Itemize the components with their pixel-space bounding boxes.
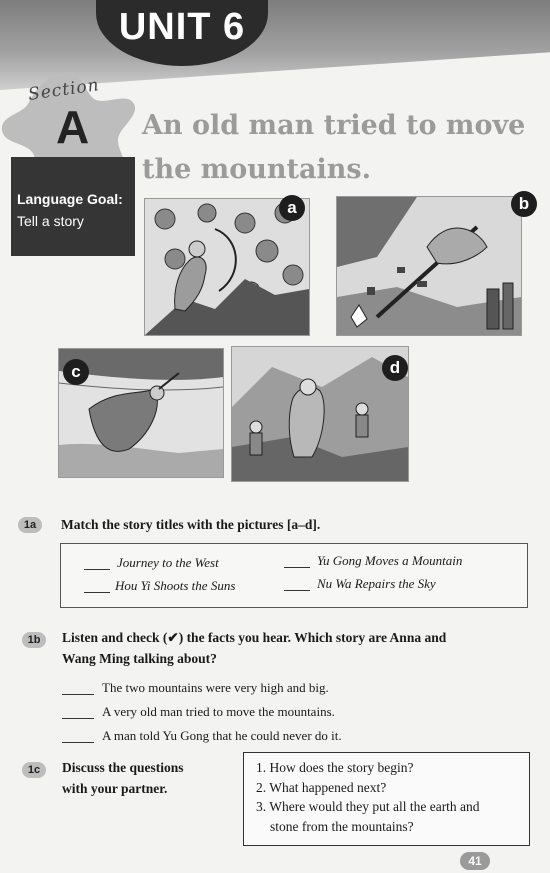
- picture-c: [58, 348, 224, 478]
- question-item: 1. How does the story begin?: [256, 760, 414, 775]
- answer-blank[interactable]: [284, 590, 310, 591]
- language-goal-box: [11, 157, 135, 256]
- instruction-line: Listen and check (✔) the facts you hear. Which story are Anna and: [62, 630, 447, 645]
- exercise-1a-instruction: Match the story titles with the pictures [a–d].: [61, 517, 321, 532]
- goal-text: Tell a story: [17, 213, 84, 229]
- goal-label: Language Goal:: [17, 191, 123, 207]
- fact-item: The two mountains were very high and big.: [102, 680, 329, 695]
- picture-d: [231, 346, 409, 482]
- picture-a: [144, 198, 310, 336]
- section-word: Section: [26, 75, 101, 105]
- check-blank[interactable]: [62, 718, 94, 719]
- answer-blank[interactable]: [84, 592, 110, 593]
- fact-item: A very old man tried to move the mountains.: [102, 704, 335, 719]
- instruction-line: Wang Ming talking about?: [62, 651, 217, 666]
- picture-label: d: [382, 355, 408, 381]
- exercise-badge: 1a: [18, 517, 42, 533]
- page-title: An old man tried to move the mountains.: [142, 110, 526, 185]
- instruction-line: with your partner.: [62, 781, 168, 796]
- picture-label: b: [511, 191, 537, 217]
- fact-item: A man told Yu Gong that he could never do it.: [102, 728, 342, 743]
- picture-label: c: [63, 359, 89, 385]
- unit-title: UNIT 6: [118, 6, 246, 48]
- story-title: Journey to the West: [117, 555, 219, 570]
- check-blank[interactable]: [62, 694, 94, 695]
- answer-blank[interactable]: [84, 569, 110, 570]
- section-letter: A: [56, 101, 90, 153]
- answer-blank[interactable]: [284, 567, 310, 568]
- story-title: Hou Yi Shoots the Suns: [115, 578, 236, 593]
- instruction-line: Discuss the questions: [62, 760, 184, 775]
- picture-b: [336, 194, 530, 336]
- question-item: stone from the mountains?: [270, 819, 414, 834]
- question-item: 2. What happened next?: [256, 780, 387, 795]
- exercise-1c-instruction: [62, 757, 232, 799]
- exercise-1b-instruction: [62, 627, 542, 669]
- picture-label: a: [279, 195, 305, 221]
- exercise-badge: 1b: [22, 632, 46, 648]
- discussion-questions-box: [243, 752, 530, 846]
- question-item: 3. Where would they put all the earth and: [256, 799, 480, 814]
- story-title: Yu Gong Moves a Mountain: [317, 553, 463, 568]
- exercise-badge: 1c: [22, 762, 46, 778]
- page-number: 41: [460, 852, 490, 870]
- check-blank[interactable]: [62, 742, 94, 743]
- story-title: Nu Wa Repairs the Sky: [317, 576, 436, 591]
